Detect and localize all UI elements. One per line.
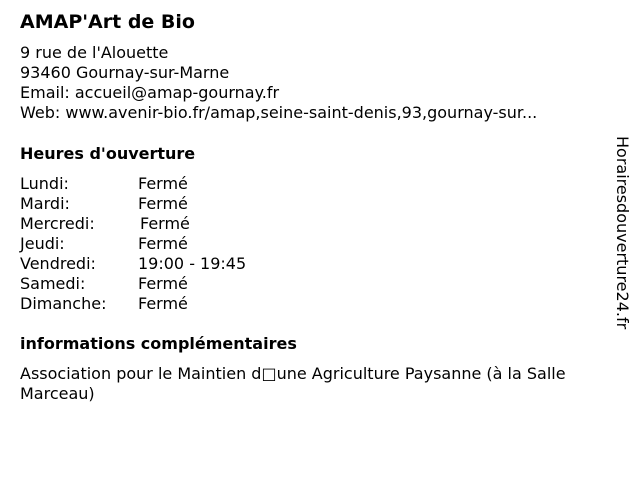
additional-info-heading: informations complémentaires xyxy=(20,334,297,353)
additional-info-text: Association pour le Maintien d□une Agriculture Paysanne (à la Salle Marceau) xyxy=(20,364,566,403)
business-address xyxy=(20,43,537,123)
business-email: Email: accueil@amap-gournay.fr xyxy=(20,83,280,102)
hours-value: Fermé xyxy=(138,194,188,213)
day-label: Samedi: xyxy=(20,274,86,293)
business-name: AMAP'Art de Bio xyxy=(20,11,195,33)
address-city: 93460 Gournay-sur-Marne xyxy=(20,63,230,82)
hours-value: Fermé xyxy=(138,294,188,313)
day-label: Mercredi: xyxy=(20,214,95,233)
hours-value: Fermé xyxy=(140,214,190,233)
day-label: Mardi: xyxy=(20,194,70,213)
business-website: Web: www.avenir-bio.fr/amap,seine-saint-denis,93,gournay-sur... xyxy=(20,103,538,122)
opening-hours-heading: Heures d'ouverture xyxy=(20,144,196,163)
hours-value: Fermé xyxy=(138,234,188,253)
hours-value: Fermé xyxy=(138,274,188,293)
day-label: Vendredi: xyxy=(20,254,96,273)
watermark-container xyxy=(612,136,632,372)
hours-value: 19:00 - 19:45 xyxy=(138,254,247,273)
day-label: Dimanche: xyxy=(20,294,107,313)
address-street: 9 rue de l'Alouette xyxy=(20,43,169,62)
day-label: Lundi: xyxy=(20,174,69,193)
day-label: Jeudi: xyxy=(20,234,65,253)
site-watermark: Horairesdouverture24.fr xyxy=(613,136,632,330)
hours-value: Fermé xyxy=(138,174,188,193)
